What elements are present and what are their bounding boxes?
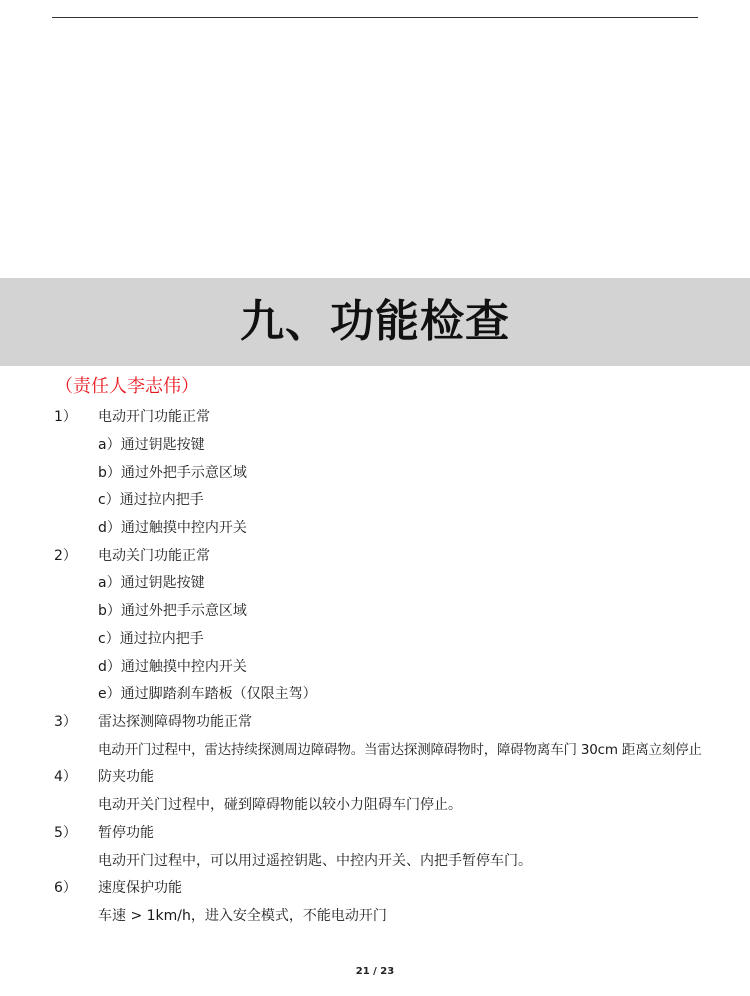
item-title: 防夹功能 bbox=[98, 769, 154, 785]
header-rule bbox=[52, 17, 698, 18]
item-number: 1） bbox=[54, 409, 77, 425]
item-title: 电动关门功能正常 bbox=[98, 548, 210, 564]
item-number: 6） bbox=[54, 880, 77, 896]
responsible-person: （责任人李志伟） bbox=[55, 376, 199, 397]
item-number: 5） bbox=[54, 825, 77, 841]
item-description: 电动开门过程中，雷达持续探测周边障碍物。当雷达探测障碍物时，障碍物离车门 30cm 距离立刻停止 bbox=[98, 742, 702, 758]
item-sub: a）通过钥匙按键 bbox=[98, 575, 205, 591]
item-title: 雷达探测障碍物功能正常 bbox=[98, 714, 252, 730]
section-title: 九、功能检查 bbox=[240, 296, 510, 347]
item-title: 暂停功能 bbox=[98, 825, 154, 841]
item-number: 2） bbox=[54, 548, 77, 564]
item-sub: c）通过拉内把手 bbox=[98, 631, 204, 647]
item-sub: e）通过脚踏刹车踏板（仅限主驾） bbox=[98, 686, 317, 702]
item-sub: b）通过外把手示意区域 bbox=[98, 465, 247, 481]
page-number: 21 / 23 bbox=[355, 966, 395, 977]
item-description: 电动开门过程中，可以用过遥控钥匙、中控内开关、内把手暂停车门。 bbox=[98, 853, 532, 869]
item-sub: d）通过触摸中控内开关 bbox=[98, 520, 247, 536]
item-sub: d）通过触摸中控内开关 bbox=[98, 659, 247, 675]
item-sub: b）通过外把手示意区域 bbox=[98, 603, 247, 619]
item-number: 4） bbox=[54, 769, 77, 785]
item-description: 电动开关门过程中，碰到障碍物能以较小力阻碍车门停止。 bbox=[98, 797, 462, 813]
item-sub: c）通过拉内把手 bbox=[98, 492, 204, 508]
item-title: 速度保护功能 bbox=[98, 880, 182, 896]
item-title: 电动开门功能正常 bbox=[98, 409, 210, 425]
item-sub: a）通过钥匙按键 bbox=[98, 437, 205, 453]
item-number: 3） bbox=[54, 714, 77, 730]
item-description: 车速 > 1km/h，进入安全模式，不能电动开门 bbox=[98, 908, 387, 924]
